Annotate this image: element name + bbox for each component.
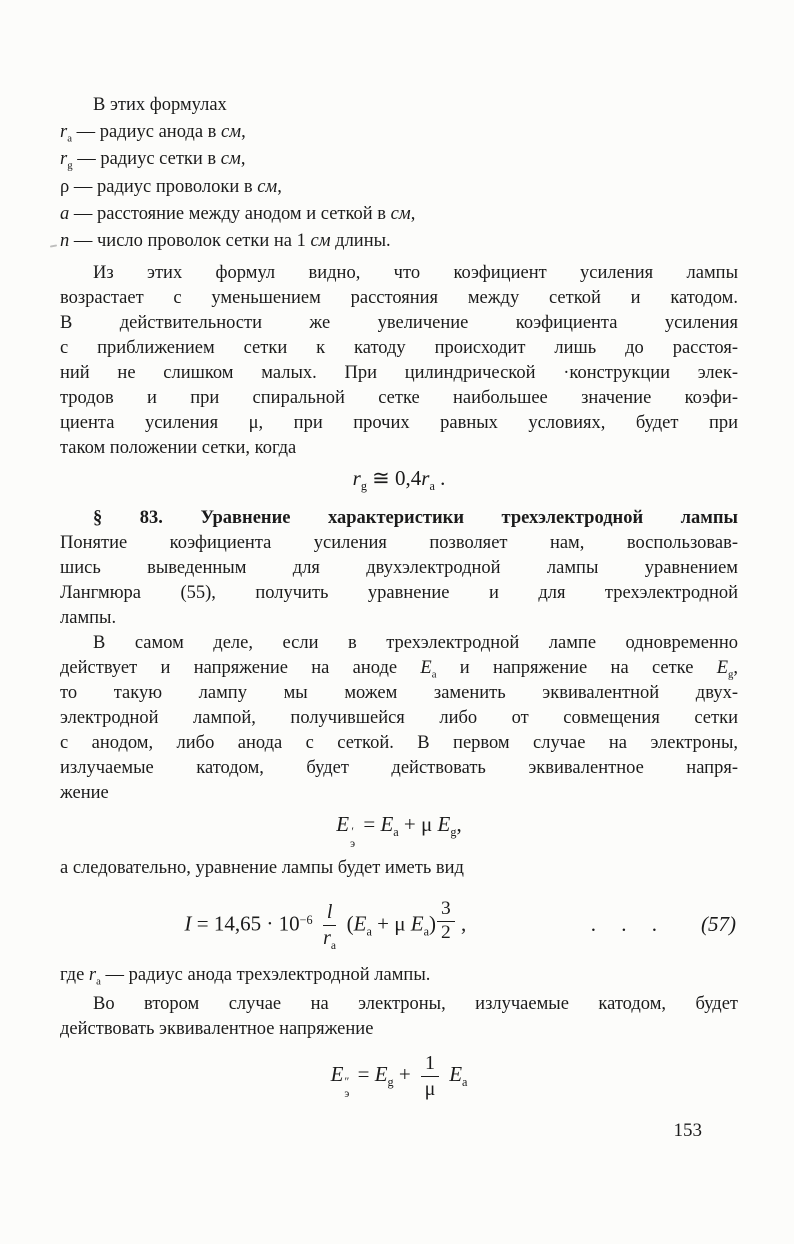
text-line: жение — [60, 782, 109, 803]
text-line: тродов и при спиральной сетке наибольшее значение коэфи- — [60, 388, 738, 409]
paragraph-second-case — [60, 992, 738, 1042]
formula-equivalent-voltage-1 — [60, 810, 738, 850]
text-line: лампы. — [60, 607, 117, 628]
formula-equivalent-voltage-2 — [60, 1052, 738, 1101]
text-line: В действительности же увеличение коэфициента усиления — [60, 313, 738, 334]
equation-57 — [60, 893, 738, 957]
text-line: Понятие коэфициента усиления позволяет нам, воспользовав- — [60, 532, 738, 553]
text-line: возрастает с уменьшением расстояния между сеткой и катодом. — [60, 288, 738, 309]
list-lead-line: В этих формулах — [93, 95, 227, 115]
equation-57-dots: . . . — [590, 912, 667, 937]
text-line: действовать эквивалентное напряжение — [60, 1018, 374, 1039]
text-line: с приближением сетки к катоду происходит лишь до расстоя- — [60, 338, 738, 359]
text-block — [60, 92, 738, 1101]
text-line: таком положении сетки, когда — [60, 438, 297, 459]
text-line: шись выведенным для двухэлектродной лампы уравнением — [60, 557, 738, 578]
definition-line: ρ — радиус проволоки в см, — [60, 176, 282, 197]
formula-grid-radius — [60, 464, 738, 492]
text-line: Лангмюра (55), получить уравнение и для трехэлектродной — [60, 582, 738, 603]
page-number: 153 — [673, 1120, 702, 1141]
text-line: Из этих формул видно, что коэфициент усиления лампы — [93, 263, 738, 284]
definition-lines — [60, 119, 738, 255]
equation-57-number: (57) — [701, 912, 736, 937]
definition-line: a — расстояние между анодом и сеткой в см, — [60, 203, 416, 224]
formula-equivalent-voltage-1-expression: E ′ э = $E_a + \mu$ $E_g$, — [336, 811, 462, 850]
paragraph-equivalent-lamp — [60, 631, 738, 806]
formula-equivalent-voltage-2-expression: E ″ э = $E_g$ + $\frac{1}{\mu}$ $E_a$ — [330, 1051, 468, 1101]
definition-line: n — число проволок сетки на 1 см длины. — [60, 231, 391, 252]
text-line: Во втором случае на электроны, излучаемые катодом, будет — [93, 993, 738, 1014]
line-consequently: а следовательно, уравнение лампы будет иметь вид — [60, 857, 464, 878]
paragraph-gain-coefficient — [60, 261, 738, 461]
section-83-heading: § 83. Уравнение характеристики трехэлектродной лампы — [93, 507, 738, 528]
text-line: ний не слишком малых. При цилиндрической ·конструкции элек- — [60, 363, 738, 384]
formula-grid-radius-expression: $r_g$ ≅ $0,4r_a$ . — [352, 466, 446, 494]
text-line: излучаемые катодом, будет действовать эквивалентное напря- — [60, 757, 738, 778]
definition-line: $r_g$ — радиус сетки в см, — [60, 149, 246, 173]
definition-line: $r_a$ — радиус анода в см, — [60, 122, 246, 145]
text-line: с анодом, либо анода с сеткой. В первом случае на электроны, — [60, 732, 738, 753]
text-line: электродной лампой, получившейся либо от совмещения сетки — [60, 707, 738, 728]
text-line: циента усиления μ, при прочих равных условиях, будет при — [60, 413, 738, 434]
paragraph-langmuir — [60, 531, 738, 631]
scan-speck — [50, 244, 57, 247]
text-line: В самом деле, если в трехэлектродной лампе одновременно — [93, 632, 738, 653]
equation-57-expression: $I = 14,65 \cdot 10^{-6}$ $\frac{l}{r_a}$ ($E_a + \mu$ $E_a$) $^{\frac{3}{2}}$ , — [184, 898, 467, 953]
line-anode-radius-note: где $r_a$ — радиус анода трехэлектродной лампы. — [60, 964, 431, 988]
text-line: то такую лампу мы можем заменить эквивалентной двух- — [60, 682, 738, 703]
formula-variable-list — [60, 92, 738, 255]
text-line: действует и напряжение на аноде $E_a$ и напряжение на сетке $E_g$, — [60, 657, 738, 681]
